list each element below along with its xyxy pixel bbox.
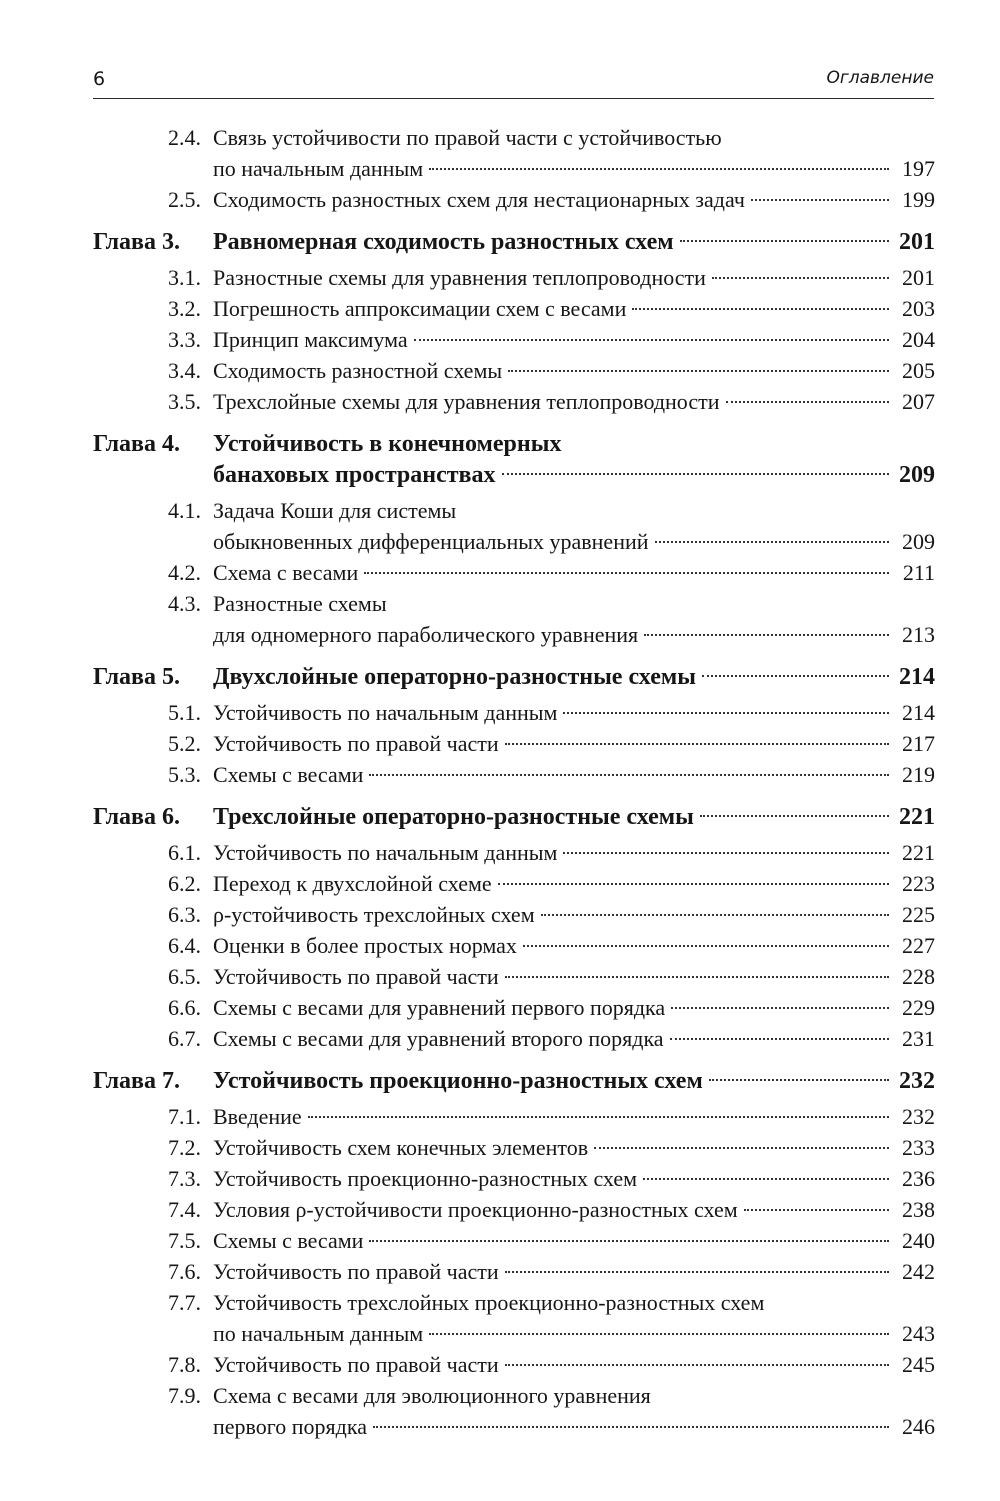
page-ref: 236 (902, 1166, 935, 1191)
section-number: 6.3. (168, 902, 201, 927)
section-number: 4.2. (168, 560, 201, 585)
section-number: 7.1. (168, 1104, 201, 1129)
section-title (213, 1194, 935, 1225)
section-title (213, 930, 935, 961)
page-ref: 217 (902, 731, 935, 756)
toc-section-entry[interactable] (93, 899, 935, 930)
section-number: 5.1. (168, 700, 201, 725)
title-text: Устойчивость по правой части (213, 731, 499, 756)
title-line (213, 662, 935, 693)
section-title (213, 1023, 935, 1054)
title-text: Принцип максимума (213, 327, 408, 352)
section-title (213, 992, 935, 1023)
section-number: 5.3. (168, 762, 201, 787)
section-title (213, 495, 935, 557)
section-number: 5.2. (168, 731, 201, 756)
page-ref: 221 (899, 804, 935, 830)
section-number: 7.8. (168, 1352, 201, 1377)
title-line (213, 1163, 935, 1194)
dot-leader (369, 1240, 889, 1242)
dot-leader (429, 168, 889, 170)
toc-section-entry[interactable] (93, 1256, 935, 1287)
title-text: по начальным данным (213, 1321, 424, 1346)
section-number: 3.3. (168, 327, 201, 352)
toc-section-entry[interactable] (93, 759, 935, 790)
page-ref: 205 (902, 358, 935, 383)
section-number: 3.1. (168, 265, 201, 290)
title-line (213, 1349, 935, 1380)
title-line (213, 619, 935, 650)
title-line (213, 526, 935, 557)
section-title (213, 588, 935, 650)
page-ref: 245 (902, 1352, 935, 1377)
chapter-label: Глава 3. (93, 229, 180, 255)
title-text: Задача Коши для системы (213, 498, 457, 523)
section-number: 7.4. (168, 1197, 201, 1222)
page-ref: 240 (902, 1228, 935, 1253)
title-line (213, 802, 935, 833)
section-title (213, 1256, 935, 1287)
section-number: 7.9. (168, 1383, 201, 1408)
chapter-label: Глава 7. (93, 1068, 180, 1094)
title-text: Сходимость разностных схем для нестационарных задач (213, 187, 745, 212)
chapter-title (213, 802, 935, 833)
page-ref: 243 (902, 1321, 935, 1346)
page-ref: 223 (902, 871, 935, 896)
dot-leader (508, 370, 889, 372)
title-line (213, 557, 935, 588)
title-text: Сходимость разностной схемы (213, 358, 503, 383)
section-number: 2.5. (168, 187, 201, 212)
title-text: Устойчивость проекционно-разностных схем (213, 1068, 703, 1094)
page-ref: 221 (902, 840, 935, 865)
page-ref: 207 (902, 389, 935, 414)
title-text: первого порядка (213, 1414, 367, 1439)
page-ref: 209 (899, 462, 935, 488)
section-title (213, 262, 935, 293)
title-text: Схемы с весами для уравнений второго порядка (213, 1026, 664, 1051)
dot-leader (744, 1209, 889, 1211)
toc-chapter-entry[interactable] (93, 802, 935, 833)
section-number: 3.4. (168, 358, 201, 383)
title-line (213, 1023, 935, 1054)
section-number: 7.3. (168, 1166, 201, 1191)
section-number: 6.5. (168, 964, 201, 989)
title-line (213, 1287, 935, 1318)
dot-leader (364, 572, 889, 574)
title-text: Погрешность аппроксимации схем с весами (213, 296, 627, 321)
page-ref: 214 (902, 700, 935, 725)
section-title (213, 868, 935, 899)
title-text: Условия ρ-устойчивости проекционно-разностных схем (213, 1197, 738, 1222)
title-line (213, 930, 935, 961)
title-text: Равномерная сходимость разностных схем (213, 229, 674, 255)
toc-section-entry[interactable] (93, 728, 935, 759)
chapter-title (213, 662, 935, 693)
running-title: Оглавление (826, 68, 934, 88)
dot-leader (414, 339, 889, 341)
title-line (213, 122, 935, 153)
dot-leader (702, 675, 889, 677)
title-line (213, 588, 935, 619)
title-line (213, 460, 935, 491)
toc-section-entry[interactable] (93, 1163, 935, 1194)
title-line (213, 429, 935, 460)
dot-leader (726, 401, 890, 403)
dot-leader (671, 1007, 889, 1009)
section-title (213, 728, 935, 759)
section-title (213, 1225, 935, 1256)
dot-leader (563, 852, 889, 854)
title-text: Устойчивость схем конечных элементов (213, 1135, 589, 1160)
section-number: 7.5. (168, 1228, 201, 1253)
toc-section-entry[interactable] (93, 557, 935, 588)
title-text: обыкновенных дифференциальных уравнений (213, 529, 649, 554)
title-line (213, 1225, 935, 1256)
title-line (213, 728, 935, 759)
title-text: Устойчивость трехслойных проекционно-разностных схем (213, 1290, 765, 1315)
title-text: Схемы с весами для уравнений первого порядка (213, 995, 666, 1020)
dot-leader (369, 774, 889, 776)
section-number: 6.6. (168, 995, 201, 1020)
page-ref: 204 (902, 327, 935, 352)
dot-leader (505, 1271, 889, 1273)
toc-section-entry[interactable] (93, 355, 935, 386)
toc-chapter-entry[interactable] (93, 429, 935, 491)
title-line (213, 184, 935, 215)
toc-section-entry[interactable] (93, 1132, 935, 1163)
title-line (213, 868, 935, 899)
page-number: 6 (93, 68, 106, 90)
toc-section-entry[interactable] (93, 1225, 935, 1256)
dot-leader (700, 815, 889, 817)
dot-leader (541, 914, 889, 916)
page-ref: 213 (902, 622, 935, 647)
section-title (213, 1132, 935, 1163)
title-text: Разностные схемы (213, 591, 387, 616)
section-title (213, 899, 935, 930)
title-line (213, 837, 935, 868)
page-ref: 209 (902, 529, 935, 554)
title-line (213, 1411, 935, 1442)
title-line (213, 355, 935, 386)
section-title (213, 386, 935, 417)
toc-section-entry[interactable] (93, 386, 935, 417)
dot-leader (680, 240, 889, 242)
toc-section-entry[interactable] (93, 992, 935, 1023)
title-line (213, 1066, 935, 1097)
title-text: Связь устойчивости по правой части с устойчивостью (213, 125, 722, 150)
title-text: Устойчивость по начальным данным (213, 840, 558, 865)
toc-section-entry[interactable] (93, 930, 935, 961)
toc-section-entry[interactable] (93, 961, 935, 992)
dot-leader (505, 976, 889, 978)
title-line (213, 1318, 935, 1349)
section-number: 7.6. (168, 1259, 201, 1284)
toc-chapter-entry[interactable] (93, 1066, 935, 1097)
title-text: Оценки в более простых нормах (213, 933, 517, 958)
page-ref: 219 (902, 762, 935, 787)
title-text: Схемы с весами (213, 762, 364, 787)
toc-section-entry[interactable] (93, 1380, 935, 1442)
title-line (213, 324, 935, 355)
dot-leader (523, 945, 889, 947)
toc-section-entry[interactable] (93, 1023, 935, 1054)
section-number: 2.4. (168, 125, 201, 150)
title-line (213, 495, 935, 526)
dot-leader (643, 1178, 889, 1180)
page-ref: 231 (902, 1026, 935, 1051)
toc-section-entry[interactable] (93, 293, 935, 324)
toc-section-entry[interactable] (93, 1194, 935, 1225)
toc-section-entry[interactable] (93, 697, 935, 728)
chapter-label: Глава 4. (93, 431, 180, 457)
page-ref: 238 (902, 1197, 935, 1222)
section-title (213, 293, 935, 324)
title-text: Устойчивость в конечномерных (213, 431, 562, 457)
section-number: 6.1. (168, 840, 201, 865)
page-ref: 203 (902, 296, 935, 321)
chapter-label: Глава 6. (93, 804, 180, 830)
title-text: ρ-устойчивость трехслойных схем (213, 902, 535, 927)
title-line (213, 899, 935, 930)
page-ref: 232 (902, 1104, 935, 1129)
table-of-contents (93, 122, 935, 1442)
section-number: 7.7. (168, 1290, 201, 1315)
dot-leader (655, 541, 889, 543)
section-number: 4.3. (168, 591, 201, 616)
title-text: Трехслойные схемы для уравнения теплопроводности (213, 389, 720, 414)
title-line (213, 1194, 935, 1225)
dot-leader (373, 1426, 889, 1428)
dot-leader (498, 883, 889, 885)
chapter-title (213, 227, 935, 258)
section-title (213, 122, 935, 184)
section-number: 7.2. (168, 1135, 201, 1160)
title-text: Устойчивость по правой части (213, 1259, 499, 1284)
title-text: Схемы с весами (213, 1228, 364, 1253)
title-line (213, 1380, 935, 1411)
title-text: Устойчивость по начальным данным (213, 700, 558, 725)
dot-leader (670, 1038, 889, 1040)
dot-leader (308, 1116, 889, 1118)
section-title (213, 961, 935, 992)
page-ref: 242 (902, 1259, 935, 1284)
page-ref: 201 (899, 229, 935, 255)
page-ref: 214 (899, 664, 935, 690)
section-title (213, 184, 935, 215)
title-line (213, 1101, 935, 1132)
section-title (213, 557, 935, 588)
chapter-title (213, 429, 935, 491)
title-text: Устойчивость по правой части (213, 1352, 499, 1377)
section-title (213, 1349, 935, 1380)
page-ref: 228 (902, 964, 935, 989)
dot-leader (505, 743, 889, 745)
title-text: Трехслойные операторно-разностные схемы (213, 804, 694, 830)
dot-leader (563, 712, 889, 714)
title-line (213, 961, 935, 992)
page-ref: 197 (902, 156, 935, 181)
title-text: Устойчивость проекционно-разностных схем (213, 1166, 638, 1191)
page-ref: 201 (902, 265, 935, 290)
dot-leader (505, 1364, 889, 1366)
section-title (213, 1380, 935, 1442)
page-ref: 225 (902, 902, 935, 927)
section-number: 4.1. (168, 498, 201, 523)
title-text: Двухслойные операторно-разностные схемы (213, 664, 696, 690)
dot-leader (632, 308, 889, 310)
toc-section-entry[interactable] (93, 495, 935, 557)
chapter-label: Глава 5. (93, 664, 180, 690)
toc-section-entry[interactable] (93, 184, 935, 215)
title-text: по начальным данным (213, 156, 424, 181)
toc-section-entry[interactable] (93, 837, 935, 868)
title-text: Схема с весами для эволюционного уравнения (213, 1383, 651, 1408)
title-text: Схема с весами (213, 560, 359, 585)
title-line (213, 697, 935, 728)
title-line (213, 1256, 935, 1287)
toc-section-entry[interactable] (93, 324, 935, 355)
dot-leader (429, 1333, 889, 1335)
title-text: Устойчивость по правой части (213, 964, 499, 989)
section-title (213, 1101, 935, 1132)
section-title (213, 1163, 935, 1194)
title-line (213, 262, 935, 293)
toc-chapter-entry[interactable] (93, 227, 935, 258)
page-ref: 233 (902, 1135, 935, 1160)
title-line (213, 386, 935, 417)
toc-section-entry[interactable] (93, 588, 935, 650)
dot-leader (751, 199, 889, 201)
title-line (213, 227, 935, 258)
title-text: Переход к двухслойной схеме (213, 871, 492, 896)
dot-leader (594, 1147, 889, 1149)
toc-section-entry[interactable] (93, 868, 935, 899)
title-text: Введение (213, 1104, 302, 1129)
section-number: 6.7. (168, 1026, 201, 1051)
toc-section-entry[interactable] (93, 122, 935, 184)
section-title (213, 837, 935, 868)
section-number: 3.5. (168, 389, 201, 414)
toc-section-entry[interactable] (93, 262, 935, 293)
title-text: банаховых пространствах (213, 462, 496, 488)
title-line (213, 1132, 935, 1163)
page-ref: 211 (902, 560, 935, 585)
dot-leader (502, 473, 889, 475)
section-number: 3.2. (168, 296, 201, 321)
title-text: для одномерного параболического уравнения (213, 622, 639, 647)
toc-chapter-entry[interactable] (93, 662, 935, 693)
title-line (213, 759, 935, 790)
section-title (213, 355, 935, 386)
section-number: 6.2. (168, 871, 201, 896)
section-title (213, 1287, 935, 1349)
page-ref: 227 (902, 933, 935, 958)
page-ref: 246 (902, 1414, 935, 1439)
title-line (213, 992, 935, 1023)
dot-leader (644, 634, 889, 636)
title-text: Разностные схемы для уравнения теплопроводности (213, 265, 706, 290)
dot-leader (712, 277, 889, 279)
section-title (213, 697, 935, 728)
page-ref: 232 (899, 1068, 935, 1094)
section-title (213, 324, 935, 355)
title-line (213, 293, 935, 324)
dot-leader (709, 1079, 889, 1081)
chapter-title (213, 1066, 935, 1097)
title-line (213, 153, 935, 184)
toc-section-entry[interactable] (93, 1101, 935, 1132)
toc-section-entry[interactable] (93, 1287, 935, 1349)
section-number: 6.4. (168, 933, 201, 958)
page-ref: 199 (902, 187, 935, 212)
toc-section-entry[interactable] (93, 1349, 935, 1380)
section-title (213, 759, 935, 790)
page-header (93, 64, 934, 99)
page-ref: 229 (902, 995, 935, 1020)
